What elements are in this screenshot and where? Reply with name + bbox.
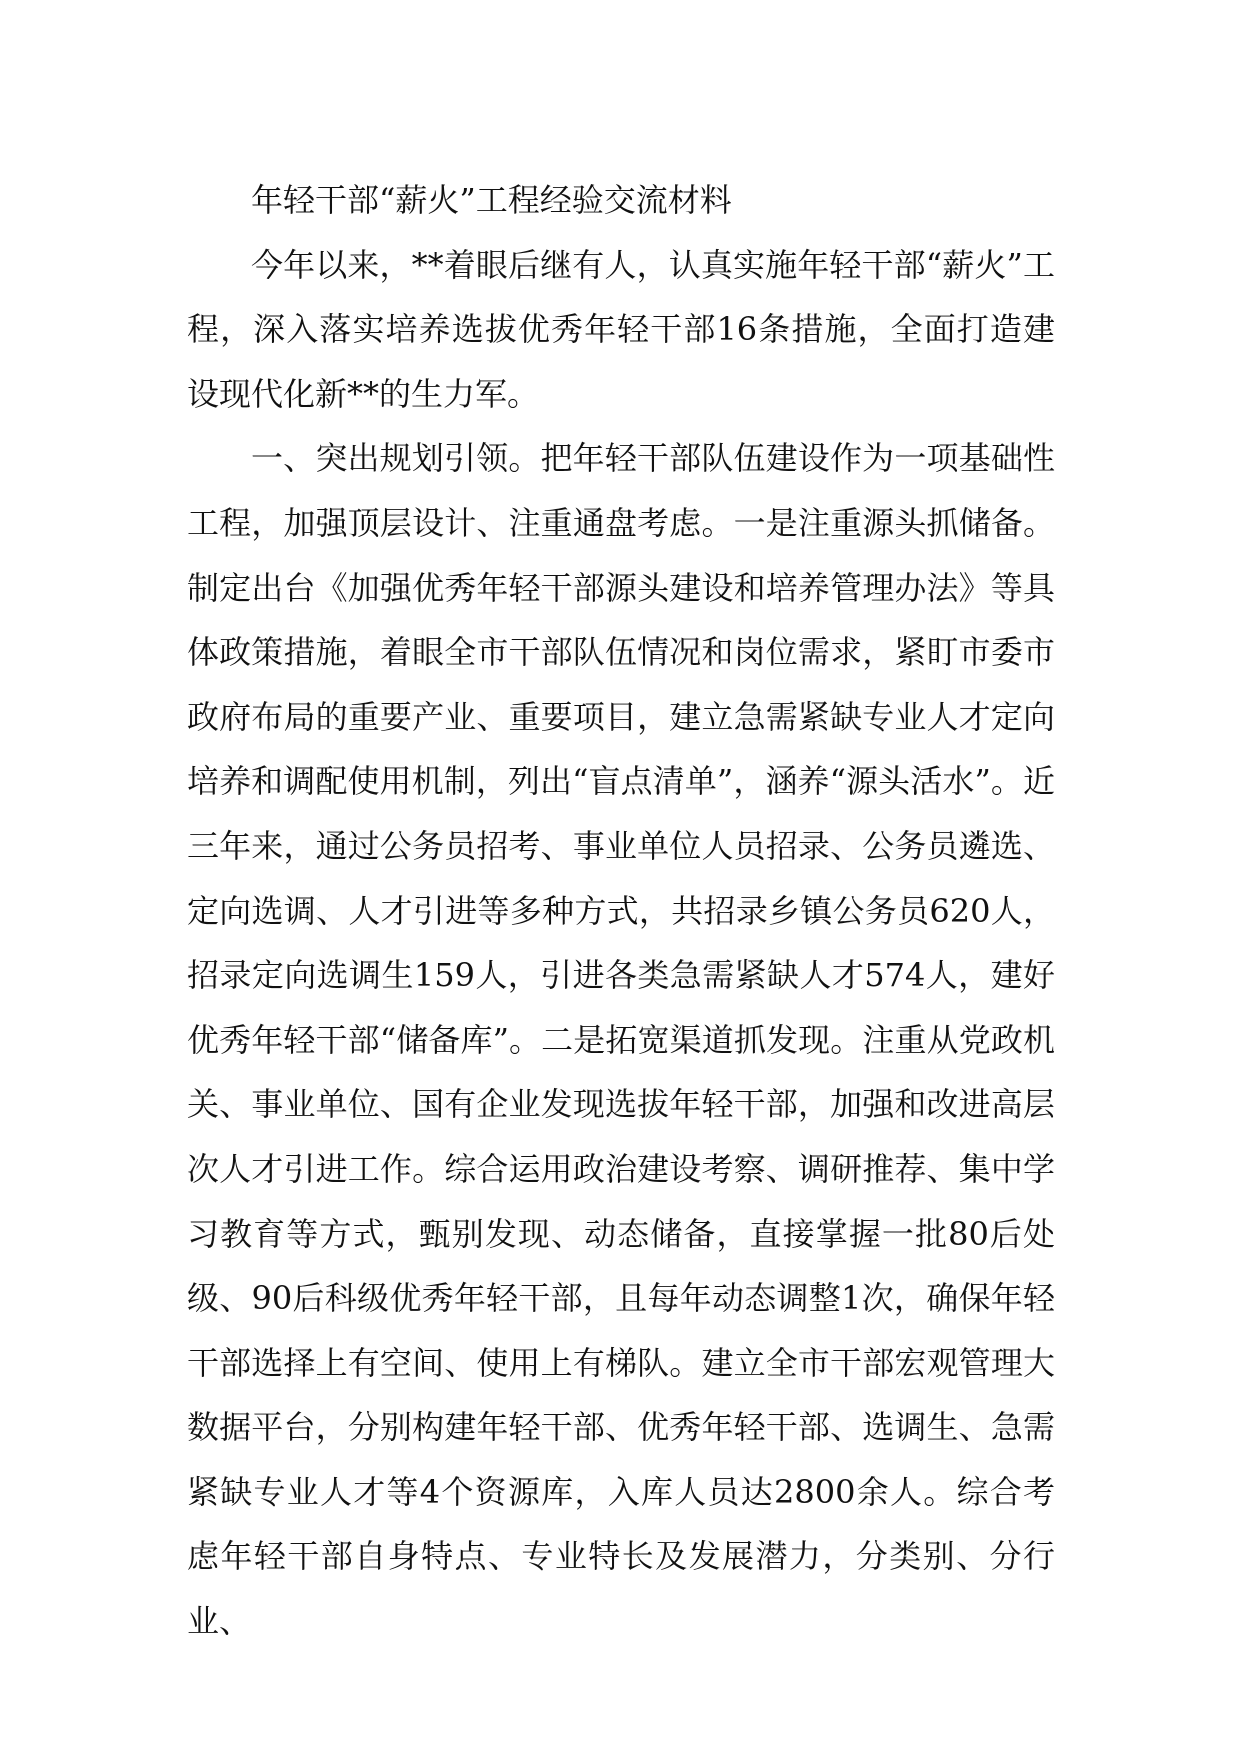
document-body (187, 168, 1055, 1654)
paragraph-section-one: 一、突出规划引领。把年轻干部队伍建设作为一项基础性工程，加强顶层设计、注重通盘考虑。一是注重源头抓储备。制定出台《加强优秀年轻干部源头建设和培养管理办法》等具体政策措施，着眼全市干部队伍情况和岗位需求，紧盯市委市政府布局的重要产业、重要项目，建立急需紧缺专业人才定向培养和调配使用机制，列出“盲点清单”，涵养“源头活水”。近三年来，通过公务员招考、事业单位人员招录、公务员遴选、定向选调、人才引进等多种方式，共招录乡镇公务员620人，招录定向选调生159人，引进各类急需紧缺人才574人，建好优秀年轻干部“储备库”。二是拓宽渠道抓发现。注重从党政机关、事业单位、国有企业发现选拔年轻干部，加强和改进高层次人才引进工作。综合运用政治建设考察、调研推荐、集中学习教育等方式，甄别发现、动态储备，直接掌握一批80后处级、90后科级优秀年轻干部，且每年动态调整1次，确保年轻干部选择上有空间、使用上有梯队。建立全市干部宏观管理大数据平台，分别构建年轻干部、优秀年轻干部、选调生、急需紧缺专业人才等4个资源库，入库人员达2800余人。综合考虑年轻干部自身特点、专业特长及发展潜力，分类别、分行业、 (187, 439, 1055, 1641)
paragraph-intro: 今年以来，**着眼后继有人，认真实施年轻干部“薪火”工程，深入落实培养选拔优秀年轻干部16条措施，全面打造建设现代化新**的生力军。 (187, 245, 1055, 413)
document-title: 年轻干部“薪火”工程经验交流材料 (251, 181, 732, 219)
